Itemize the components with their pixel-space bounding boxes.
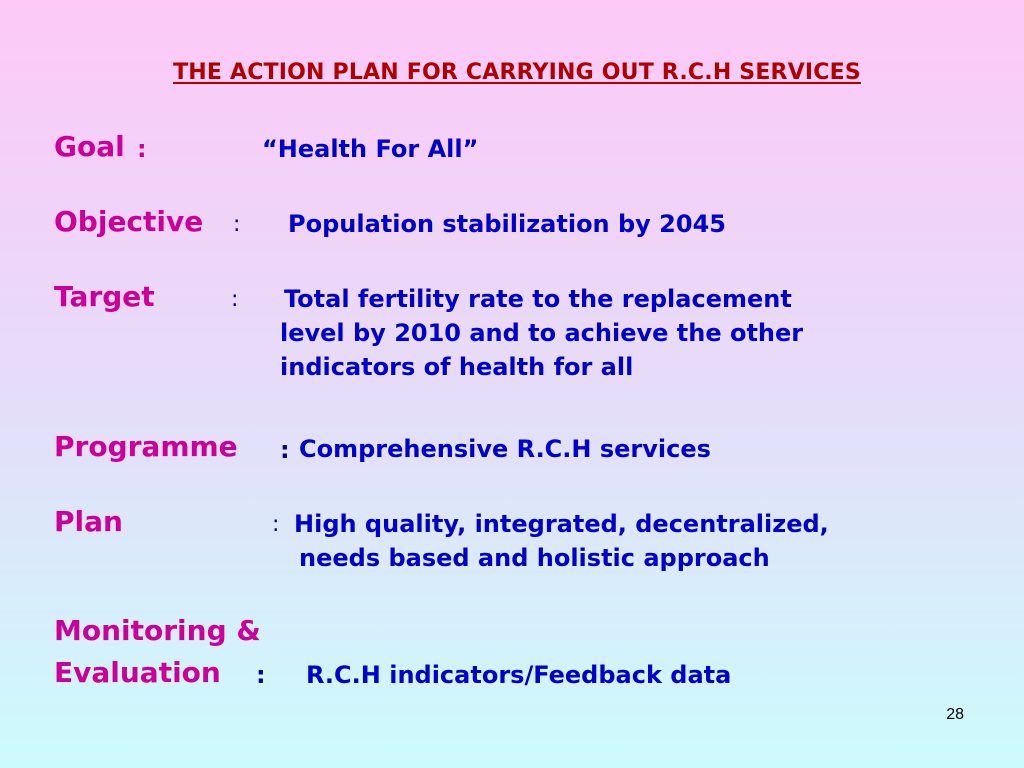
target-value-line-3: indicators of health for all — [280, 353, 634, 381]
monitoring-colon: : — [256, 661, 266, 689]
monitoring-label: Monitoring & — [54, 614, 261, 647]
goal-value: “Health For All” — [262, 135, 479, 163]
evaluation-label: Evaluation — [54, 656, 221, 689]
slide-title: THE ACTION PLAN FOR CARRYING OUT R.C.H SERVICES — [173, 60, 861, 85]
plan-label: Plan — [54, 505, 123, 538]
target-value-line-2: level by 2010 and to achieve the other — [280, 319, 804, 347]
monitoring-value: R.C.H indicators/Feedback data — [306, 661, 732, 689]
plan-value-line-2: needs based and holistic approach — [299, 544, 770, 572]
programme-label: Programme — [54, 430, 238, 463]
plan-colon: : — [272, 512, 280, 537]
plan-value-line-1: High quality, integrated, decentralized, — [294, 510, 829, 538]
objective-label: Objective — [54, 205, 204, 238]
target-value — [280, 282, 803, 384]
goal-colon: : — [137, 135, 147, 163]
objective-colon: : — [233, 212, 241, 237]
target-colon: : — [231, 287, 239, 312]
target-label: Target — [54, 280, 155, 313]
goal-label: Goal — [54, 130, 125, 163]
target-value-line-1: Total fertility rate to the replacement — [284, 285, 792, 313]
plan-value — [290, 507, 829, 575]
page-number: 28 — [946, 706, 964, 723]
programme-colon: : — [280, 436, 290, 464]
programme-value: Comprehensive R.C.H services — [299, 435, 711, 463]
objective-value: Population stabilization by 2045 — [288, 210, 726, 238]
